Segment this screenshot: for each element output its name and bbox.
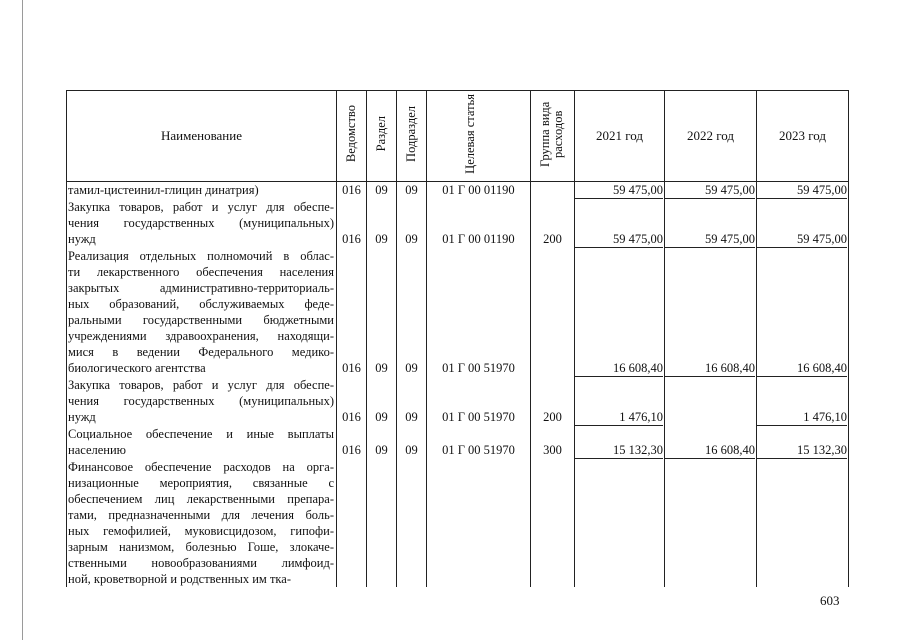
table-row bbox=[67, 248, 849, 377]
cell-spacer bbox=[427, 312, 530, 328]
cell-spacer bbox=[531, 459, 574, 475]
row-name-line: населению bbox=[68, 443, 126, 457]
budget-table bbox=[66, 90, 849, 587]
cell-spacer bbox=[757, 426, 847, 442]
cell-spacer bbox=[575, 280, 663, 296]
cell-spacer bbox=[665, 393, 755, 409]
cell-spacer bbox=[427, 296, 530, 312]
cell-spacer bbox=[757, 328, 847, 344]
header-name: Наименование bbox=[67, 91, 337, 182]
cell-spacer bbox=[575, 215, 663, 231]
cell-spacer bbox=[427, 199, 530, 215]
cell-spacer bbox=[427, 215, 530, 231]
row-group bbox=[531, 377, 575, 426]
cell-spacer bbox=[397, 215, 426, 231]
cell-spacer bbox=[367, 523, 396, 539]
cell-spacer bbox=[427, 264, 530, 280]
cell-spacer bbox=[757, 555, 847, 571]
row-2021 bbox=[575, 377, 665, 426]
row-name-line: тами, предназначенными для лечения боль- bbox=[68, 508, 334, 522]
row-vedomstvo bbox=[337, 426, 367, 459]
header-2023: 2023 год bbox=[757, 91, 849, 182]
row-group-value: 200 bbox=[543, 410, 562, 424]
cell-spacer bbox=[337, 507, 366, 523]
cell-spacer bbox=[575, 328, 663, 344]
cell-spacer bbox=[337, 328, 366, 344]
row-group bbox=[531, 248, 575, 377]
cell-spacer bbox=[397, 248, 426, 264]
cell-spacer bbox=[397, 523, 426, 539]
row-razdel bbox=[367, 377, 397, 426]
cell-spacer bbox=[575, 539, 663, 555]
row-group-value bbox=[531, 571, 574, 587]
cell-spacer bbox=[427, 377, 530, 393]
row-name-line: обеспечением лиц лекарственными препара- bbox=[68, 492, 334, 506]
cell-spacer bbox=[337, 296, 366, 312]
row-name-line: Социальное обеспечение и иные выплаты bbox=[68, 427, 334, 441]
cell-spacer bbox=[575, 377, 663, 393]
row-podrazdel bbox=[397, 199, 427, 248]
row-podrazdel-value: 09 bbox=[405, 443, 418, 457]
row-2022-value bbox=[665, 409, 755, 425]
row-name bbox=[67, 377, 337, 426]
cell-spacer bbox=[665, 523, 755, 539]
cell-spacer bbox=[337, 248, 366, 264]
cell-spacer bbox=[665, 426, 755, 442]
cell-spacer bbox=[665, 475, 755, 491]
cell-spacer bbox=[427, 491, 530, 507]
cell-spacer bbox=[367, 199, 396, 215]
cell-spacer bbox=[337, 199, 366, 215]
cell-spacer bbox=[337, 475, 366, 491]
cell-spacer bbox=[665, 555, 755, 571]
table-row bbox=[67, 459, 849, 587]
cell-spacer bbox=[531, 344, 574, 360]
row-2022-value bbox=[665, 571, 755, 587]
cell-spacer bbox=[367, 248, 396, 264]
row-podrazdel bbox=[397, 459, 427, 587]
cell-spacer bbox=[337, 344, 366, 360]
row-podrazdel bbox=[397, 182, 427, 200]
cell-spacer bbox=[531, 296, 574, 312]
cell-spacer bbox=[367, 555, 396, 571]
row-2021-value: 59 475,00 bbox=[575, 231, 663, 248]
cell-spacer bbox=[757, 523, 847, 539]
header-podrazdel: Подраздел bbox=[397, 91, 427, 182]
cell-spacer bbox=[531, 248, 574, 264]
row-2022 bbox=[665, 459, 757, 587]
cell-spacer bbox=[367, 426, 396, 442]
row-target-value: 01 Г 00 51970 bbox=[442, 361, 515, 375]
cell-spacer bbox=[757, 491, 847, 507]
row-podrazdel-value bbox=[397, 571, 426, 587]
cell-spacer bbox=[531, 199, 574, 215]
cell-spacer bbox=[575, 248, 663, 264]
row-name-line: чения государственных (муниципальных) bbox=[68, 216, 334, 230]
cell-spacer bbox=[427, 248, 530, 264]
row-razdel bbox=[367, 199, 397, 248]
cell-spacer bbox=[757, 280, 847, 296]
row-name-line: Реализация отдельных полномочий в облас- bbox=[68, 249, 334, 263]
row-2021-value bbox=[575, 571, 663, 587]
row-razdel bbox=[367, 426, 397, 459]
row-2021 bbox=[575, 426, 665, 459]
row-name-line: мися в ведении Федерального медико- bbox=[68, 345, 334, 359]
row-name-line: ных гемофилией, муковисцидозом, гипофи- bbox=[68, 524, 334, 538]
cell-spacer bbox=[397, 491, 426, 507]
row-vedomstvo-value: 016 bbox=[342, 410, 361, 424]
row-2022 bbox=[665, 182, 757, 200]
cell-spacer bbox=[575, 426, 663, 442]
cell-spacer bbox=[397, 199, 426, 215]
cell-spacer bbox=[531, 215, 574, 231]
cell-spacer bbox=[665, 507, 755, 523]
cell-spacer bbox=[397, 344, 426, 360]
table-row bbox=[67, 426, 849, 459]
row-target-value: 01 Г 00 51970 bbox=[442, 410, 515, 424]
cell-spacer bbox=[531, 328, 574, 344]
cell-spacer bbox=[427, 475, 530, 491]
row-vedomstvo bbox=[337, 459, 367, 587]
row-2022 bbox=[665, 199, 757, 248]
row-vedomstvo-value: 016 bbox=[342, 183, 361, 197]
row-name-line: Финансовое обеспечение расходов на орга- bbox=[68, 460, 334, 474]
row-target bbox=[427, 459, 531, 587]
row-2021-value: 15 132,30 bbox=[575, 442, 663, 459]
cell-spacer bbox=[575, 491, 663, 507]
row-2023-value: 59 475,00 bbox=[757, 231, 847, 248]
row-razdel-value bbox=[367, 571, 396, 587]
row-2023 bbox=[757, 248, 849, 377]
row-2023 bbox=[757, 377, 849, 426]
row-razdel-value: 09 bbox=[375, 443, 388, 457]
row-podrazdel-value: 09 bbox=[405, 183, 418, 197]
cell-spacer bbox=[531, 377, 574, 393]
row-2021-value: 1 476,10 bbox=[575, 409, 663, 426]
cell-spacer bbox=[337, 459, 366, 475]
row-razdel-value: 09 bbox=[375, 183, 388, 197]
row-group-value: 300 bbox=[543, 443, 562, 457]
cell-spacer bbox=[337, 377, 366, 393]
cell-spacer bbox=[665, 264, 755, 280]
row-2022 bbox=[665, 377, 757, 426]
cell-spacer bbox=[575, 296, 663, 312]
left-margin-rule bbox=[22, 0, 23, 640]
row-2022-value: 59 475,00 bbox=[665, 231, 755, 248]
row-razdel bbox=[367, 182, 397, 200]
row-2022 bbox=[665, 248, 757, 377]
row-name-line: ти лекарственного обеспечения населения bbox=[68, 265, 334, 279]
cell-spacer bbox=[427, 393, 530, 409]
cell-spacer bbox=[337, 215, 366, 231]
cell-spacer bbox=[665, 215, 755, 231]
cell-spacer bbox=[337, 523, 366, 539]
cell-spacer bbox=[427, 459, 530, 475]
cell-spacer bbox=[531, 507, 574, 523]
cell-spacer bbox=[757, 377, 847, 393]
row-podrazdel-value: 09 bbox=[405, 410, 418, 424]
cell-spacer bbox=[397, 507, 426, 523]
row-name-line: биологического агентства bbox=[68, 361, 206, 375]
cell-spacer bbox=[367, 312, 396, 328]
cell-spacer bbox=[427, 344, 530, 360]
cell-spacer bbox=[367, 215, 396, 231]
header-razdel: Раздел bbox=[367, 91, 397, 182]
row-podrazdel bbox=[397, 426, 427, 459]
table-row bbox=[67, 182, 849, 200]
cell-spacer bbox=[397, 312, 426, 328]
row-name-line: ной, кроветворной и родственных им тка- bbox=[68, 572, 291, 586]
cell-spacer bbox=[397, 459, 426, 475]
row-target bbox=[427, 377, 531, 426]
cell-spacer bbox=[757, 344, 847, 360]
row-name-line: ральными государственными бюджетными bbox=[68, 313, 334, 327]
row-2021-value: 16 608,40 bbox=[575, 360, 663, 377]
row-group-value bbox=[531, 182, 574, 198]
cell-spacer bbox=[367, 459, 396, 475]
row-name bbox=[67, 426, 337, 459]
cell-spacer bbox=[397, 475, 426, 491]
cell-spacer bbox=[531, 523, 574, 539]
cell-spacer bbox=[757, 264, 847, 280]
cell-spacer bbox=[757, 248, 847, 264]
cell-spacer bbox=[757, 539, 847, 555]
row-group-value bbox=[531, 360, 574, 376]
header-target: Целевая статья bbox=[427, 91, 531, 182]
row-2023 bbox=[757, 426, 849, 459]
table-row bbox=[67, 377, 849, 426]
row-razdel-value: 09 bbox=[375, 232, 388, 246]
row-group bbox=[531, 459, 575, 587]
cell-spacer bbox=[575, 555, 663, 571]
row-name-line: Закупка товаров, работ и услуг для обеспе- bbox=[68, 378, 334, 392]
row-target-value: 01 Г 00 01190 bbox=[442, 232, 515, 246]
row-target-value bbox=[427, 571, 530, 587]
row-razdel-value: 09 bbox=[375, 361, 388, 375]
cell-spacer bbox=[575, 312, 663, 328]
row-target bbox=[427, 426, 531, 459]
table-row bbox=[67, 199, 849, 248]
cell-spacer bbox=[757, 507, 847, 523]
cell-spacer bbox=[665, 459, 755, 475]
cell-spacer bbox=[575, 459, 663, 475]
row-name-line: закрытых административно-территориаль- bbox=[68, 281, 334, 295]
row-2023-value bbox=[757, 571, 847, 587]
cell-spacer bbox=[757, 312, 847, 328]
cell-spacer bbox=[427, 507, 530, 523]
row-target bbox=[427, 248, 531, 377]
cell-spacer bbox=[665, 539, 755, 555]
cell-spacer bbox=[337, 539, 366, 555]
cell-spacer bbox=[337, 555, 366, 571]
cell-spacer bbox=[531, 539, 574, 555]
cell-spacer bbox=[397, 539, 426, 555]
cell-spacer bbox=[575, 393, 663, 409]
cell-spacer bbox=[427, 328, 530, 344]
cell-spacer bbox=[427, 555, 530, 571]
page-number: 603 bbox=[820, 593, 840, 608]
row-target bbox=[427, 199, 531, 248]
cell-spacer bbox=[367, 328, 396, 344]
cell-spacer bbox=[665, 377, 755, 393]
row-2023-value: 1 476,10 bbox=[757, 409, 847, 426]
row-vedomstvo bbox=[337, 377, 367, 426]
row-name-line: низационные мероприятия, связанные с bbox=[68, 476, 334, 490]
row-target-value: 01 Г 00 01190 bbox=[442, 183, 515, 197]
cell-spacer bbox=[337, 393, 366, 409]
cell-spacer bbox=[575, 264, 663, 280]
row-name-line: Закупка товаров, работ и услуг для обеспе- bbox=[68, 200, 334, 214]
cell-spacer bbox=[337, 280, 366, 296]
row-name-line: чения государственных (муниципальных) bbox=[68, 394, 334, 408]
cell-spacer bbox=[665, 280, 755, 296]
row-name bbox=[67, 199, 337, 248]
row-razdel bbox=[367, 459, 397, 587]
cell-spacer bbox=[337, 264, 366, 280]
row-2021-value: 59 475,00 bbox=[575, 182, 663, 199]
cell-spacer bbox=[531, 264, 574, 280]
row-group bbox=[531, 182, 575, 200]
cell-spacer bbox=[575, 344, 663, 360]
row-2023 bbox=[757, 199, 849, 248]
header-2021: 2021 год bbox=[575, 91, 665, 182]
cell-spacer bbox=[531, 475, 574, 491]
cell-spacer bbox=[397, 280, 426, 296]
cell-spacer bbox=[367, 393, 396, 409]
cell-spacer bbox=[397, 328, 426, 344]
row-name-line: учреждениями здравоохранения, находящи- bbox=[68, 329, 334, 343]
row-2022-value: 16 608,40 bbox=[665, 360, 755, 377]
row-name-line: нужд bbox=[68, 410, 96, 424]
row-vedomstvo-value: 016 bbox=[342, 232, 361, 246]
cell-spacer bbox=[367, 475, 396, 491]
cell-spacer bbox=[397, 393, 426, 409]
cell-spacer bbox=[531, 312, 574, 328]
row-razdel-value: 09 bbox=[375, 410, 388, 424]
row-2021 bbox=[575, 182, 665, 200]
row-2023-value: 59 475,00 bbox=[757, 182, 847, 199]
row-podrazdel bbox=[397, 248, 427, 377]
row-name-line: зарным нанизмом, болезнью Гоше, злокаче- bbox=[68, 540, 334, 554]
cell-spacer bbox=[757, 393, 847, 409]
cell-spacer bbox=[367, 264, 396, 280]
cell-spacer bbox=[757, 199, 847, 215]
cell-spacer bbox=[367, 296, 396, 312]
header-2022: 2022 год bbox=[665, 91, 757, 182]
row-vedomstvo bbox=[337, 199, 367, 248]
cell-spacer bbox=[531, 426, 574, 442]
cell-spacer bbox=[427, 539, 530, 555]
row-podrazdel bbox=[397, 377, 427, 426]
header-vedomstvo: Ведомство bbox=[337, 91, 367, 182]
cell-spacer bbox=[367, 344, 396, 360]
row-2021 bbox=[575, 459, 665, 587]
row-2021 bbox=[575, 248, 665, 377]
cell-spacer bbox=[397, 555, 426, 571]
row-group-value: 200 bbox=[543, 232, 562, 246]
row-group bbox=[531, 426, 575, 459]
row-2022-value: 59 475,00 bbox=[665, 182, 755, 199]
row-2022-value: 16 608,40 bbox=[665, 442, 755, 459]
cell-spacer bbox=[367, 507, 396, 523]
cell-spacer bbox=[757, 215, 847, 231]
row-2023-value: 16 608,40 bbox=[757, 360, 847, 377]
row-2023-value: 15 132,30 bbox=[757, 442, 847, 459]
cell-spacer bbox=[397, 296, 426, 312]
cell-spacer bbox=[531, 393, 574, 409]
cell-spacer bbox=[665, 491, 755, 507]
cell-spacer bbox=[367, 539, 396, 555]
cell-spacer bbox=[757, 459, 847, 475]
cell-spacer bbox=[531, 280, 574, 296]
row-podrazdel-value: 09 bbox=[405, 361, 418, 375]
cell-spacer bbox=[665, 296, 755, 312]
cell-spacer bbox=[531, 555, 574, 571]
cell-spacer bbox=[665, 344, 755, 360]
cell-spacer bbox=[575, 199, 663, 215]
row-name bbox=[67, 182, 337, 200]
cell-spacer bbox=[337, 426, 366, 442]
row-name-line: ных образований, обслуживаемых феде- bbox=[68, 297, 334, 311]
cell-spacer bbox=[757, 296, 847, 312]
row-group bbox=[531, 199, 575, 248]
row-2021 bbox=[575, 199, 665, 248]
row-vedomstvo bbox=[337, 248, 367, 377]
row-2023 bbox=[757, 182, 849, 200]
cell-spacer bbox=[665, 199, 755, 215]
cell-spacer bbox=[575, 523, 663, 539]
cell-spacer bbox=[427, 280, 530, 296]
row-target bbox=[427, 182, 531, 200]
cell-spacer bbox=[665, 312, 755, 328]
cell-spacer bbox=[427, 523, 530, 539]
cell-spacer bbox=[575, 507, 663, 523]
row-name bbox=[67, 248, 337, 377]
cell-spacer bbox=[397, 264, 426, 280]
row-podrazdel-value: 09 bbox=[405, 232, 418, 246]
row-2022 bbox=[665, 426, 757, 459]
row-name-line: нужд bbox=[68, 232, 96, 246]
row-name bbox=[67, 459, 337, 587]
cell-spacer bbox=[367, 491, 396, 507]
row-vedomstvo-value: 016 bbox=[342, 361, 361, 375]
row-name-line: ственными новообразованиями лимфоид- bbox=[68, 556, 334, 570]
row-name-line: тамил-цистеинил-глицин динатрия) bbox=[68, 183, 259, 197]
cell-spacer bbox=[665, 328, 755, 344]
cell-spacer bbox=[531, 491, 574, 507]
header-group: Группа вида расходов bbox=[531, 91, 575, 182]
row-target-value: 01 Г 00 51970 bbox=[442, 443, 515, 457]
cell-spacer bbox=[757, 475, 847, 491]
cell-spacer bbox=[665, 248, 755, 264]
cell-spacer bbox=[397, 377, 426, 393]
cell-spacer bbox=[337, 491, 366, 507]
row-razdel bbox=[367, 248, 397, 377]
row-vedomstvo-value: 016 bbox=[342, 443, 361, 457]
cell-spacer bbox=[575, 475, 663, 491]
row-vedomstvo bbox=[337, 182, 367, 200]
row-vedomstvo-value bbox=[337, 571, 366, 587]
cell-spacer bbox=[427, 426, 530, 442]
cell-spacer bbox=[367, 280, 396, 296]
row-2023 bbox=[757, 459, 849, 587]
table-body bbox=[67, 182, 849, 588]
cell-spacer bbox=[337, 312, 366, 328]
table-header-row bbox=[67, 91, 849, 182]
cell-spacer bbox=[367, 377, 396, 393]
cell-spacer bbox=[397, 426, 426, 442]
